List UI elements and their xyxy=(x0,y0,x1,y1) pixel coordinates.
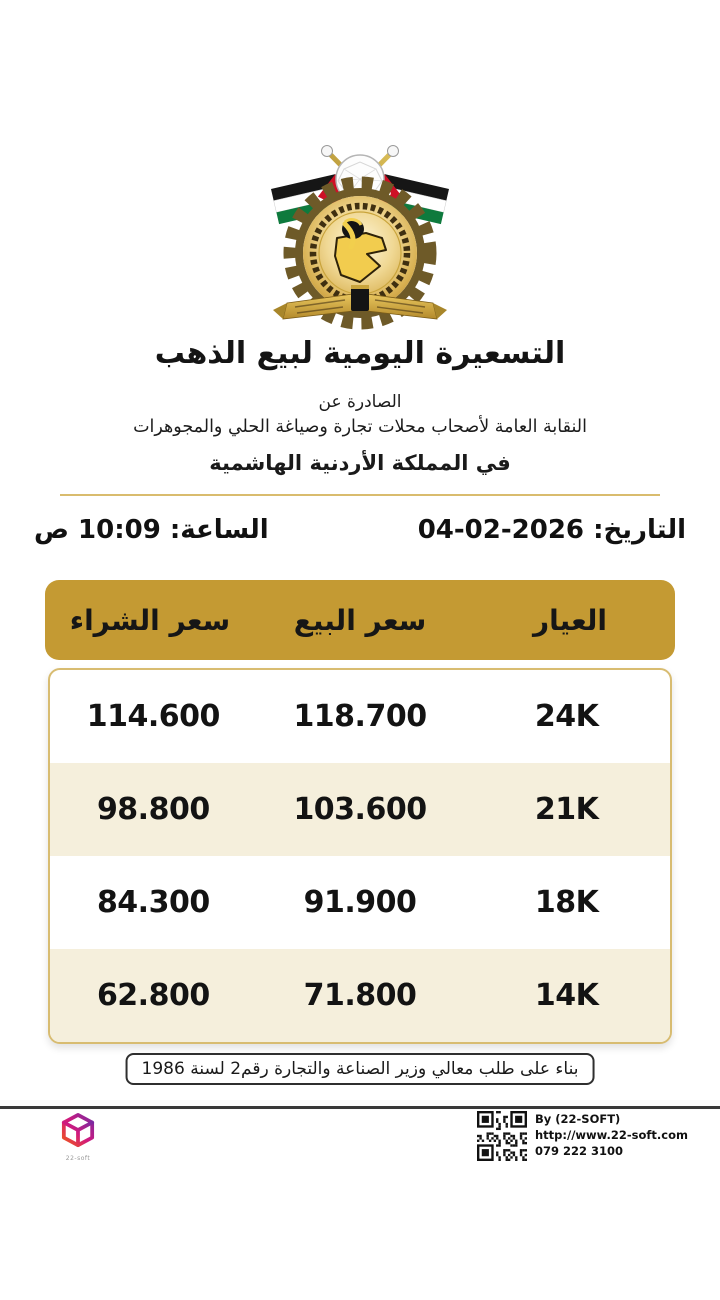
time-value: 10:09 ص xyxy=(34,515,161,545)
cell-sell-price: 103.600 xyxy=(293,792,427,827)
cell-karat: 18K xyxy=(534,885,599,920)
date-group xyxy=(418,515,686,545)
kingdom-name: في المملكة الأردنية الهاشمية xyxy=(209,451,511,475)
brand-block xyxy=(56,1112,100,1162)
date-time-row xyxy=(34,515,686,545)
time-group xyxy=(34,515,269,545)
date-label: التاريخ: xyxy=(593,515,686,545)
credit-by: By (22-SOFT) xyxy=(534,1112,621,1126)
jordan-jewelry-syndicate-emblem-icon xyxy=(265,137,455,337)
time-label: الساعة: xyxy=(169,515,269,545)
price-table-body xyxy=(48,668,672,1044)
cell-buy-price: 114.600 xyxy=(86,699,220,734)
qr-code-icon xyxy=(477,1111,527,1161)
brand-caption: 22-soft xyxy=(65,1155,91,1162)
credit-text xyxy=(535,1111,688,1159)
syndicate-name: النقابة العامة لأصحاب محلات تجارة وصياغة الحلي والمجوهرات xyxy=(133,417,587,437)
cell-karat: 14K xyxy=(534,978,599,1013)
cell-karat: 21K xyxy=(534,792,599,827)
price-table-header xyxy=(45,580,675,660)
cell-buy-price: 98.800 xyxy=(96,792,210,827)
table-row xyxy=(50,949,670,1042)
credit-block xyxy=(477,1111,688,1161)
issued-by-label: الصادرة عن xyxy=(318,392,402,412)
cell-buy-price: 84.300 xyxy=(96,885,210,920)
date-value: 04-02-2026 xyxy=(417,515,585,545)
footer-divider xyxy=(0,1106,720,1109)
cell-buy-price: 62.800 xyxy=(96,978,210,1013)
cell-sell-price: 71.800 xyxy=(303,978,417,1013)
table-row xyxy=(50,670,670,763)
header-cell-sell-price: سعر البيع xyxy=(293,603,427,637)
cell-sell-price: 91.900 xyxy=(303,885,417,920)
gold-divider xyxy=(60,494,660,496)
cell-karat: 24K xyxy=(534,699,599,734)
header-cell-karat: العيار xyxy=(533,603,607,637)
page-title: التسعيرة اليومية لبيع الذهب xyxy=(154,336,566,371)
credit-url: http://www.22-soft.com xyxy=(534,1128,688,1143)
header-cell-buy-price: سعر الشراء xyxy=(69,603,231,637)
22soft-cube-logo-icon xyxy=(61,1112,95,1150)
ministerial-note: بناء على طلب معالي وزير الصناعة والتجارة رقم2 لسنة 1986 xyxy=(126,1053,595,1085)
cell-sell-price: 118.700 xyxy=(293,699,427,734)
table-row xyxy=(50,856,670,949)
credit-phone: 079 222 3100 xyxy=(534,1144,624,1159)
table-row xyxy=(50,763,670,856)
